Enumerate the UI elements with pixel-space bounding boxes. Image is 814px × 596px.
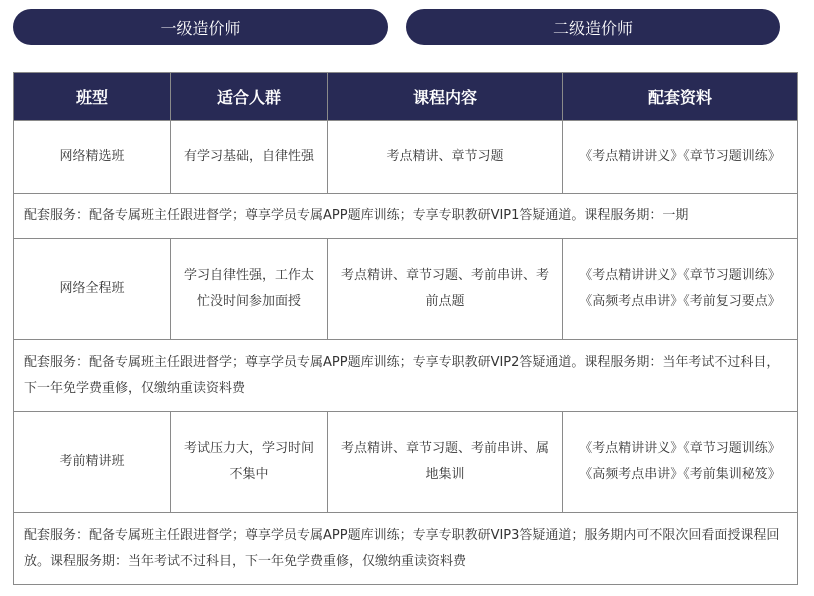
table-header-row [14,73,798,121]
table-row [14,412,798,513]
content-cell: 考点精讲、章节习题 [328,121,563,194]
tab-level-1-cost-engineer[interactable]: 一级造价师 [13,9,388,45]
class-type-cell: 网络全程班 [14,239,171,340]
service-row [14,340,798,412]
service-cell: 配套服务：配备专属班主任跟进督学；尊享学员专属APP题库训练；专享专职教研VIP2答疑通道。课程服务期：当年考试不过科目，下一年免学费重修，仅缴纳重读资料费 [14,340,798,412]
materials-cell: 《考点精讲讲义》《章节习题训练》《高频考点串讲》《考前集训秘笈》 [563,412,798,513]
header-materials: 配套资料 [563,73,798,121]
audience-cell: 有学习基础，自律性强 [171,121,328,194]
service-row [14,513,798,585]
level-tabs [13,9,780,45]
audience-cell: 考试压力大，学习时间不集中 [171,412,328,513]
header-audience: 适合人群 [171,73,328,121]
class-type-cell: 网络精选班 [14,121,171,194]
content-cell: 考点精讲、章节习题、考前串讲、属地集训 [328,412,563,513]
service-cell: 配套服务：配备专属班主任跟进督学；尊享学员专属APP题库训练；专享专职教研VIP3答疑通道；服务期内可不限次回看面授课程回放。课程服务期：当年考试不过科目，下一年免学费重修，仅缴纳重读资料费 [14,513,798,585]
audience-cell: 学习自律性强，工作太忙没时间参加面授 [171,239,328,340]
materials-cell: 《考点精讲讲义》《章节习题训练》 [563,121,798,194]
table-row [14,239,798,340]
header-class-type: 班型 [14,73,171,121]
table-row [14,121,798,194]
class-type-cell: 考前精讲班 [14,412,171,513]
course-table [13,72,798,585]
materials-cell: 《考点精讲讲义》《章节习题训练》《高频考点串讲》《考前复习要点》 [563,239,798,340]
header-content: 课程内容 [328,73,563,121]
tab-level-2-cost-engineer[interactable]: 二级造价师 [406,9,780,45]
service-row [14,194,798,239]
content-cell: 考点精讲、章节习题、考前串讲、考前点题 [328,239,563,340]
service-cell: 配套服务：配备专属班主任跟进督学；尊享学员专属APP题库训练；专享专职教研VIP1答疑通道。课程服务期：一期 [14,194,798,239]
